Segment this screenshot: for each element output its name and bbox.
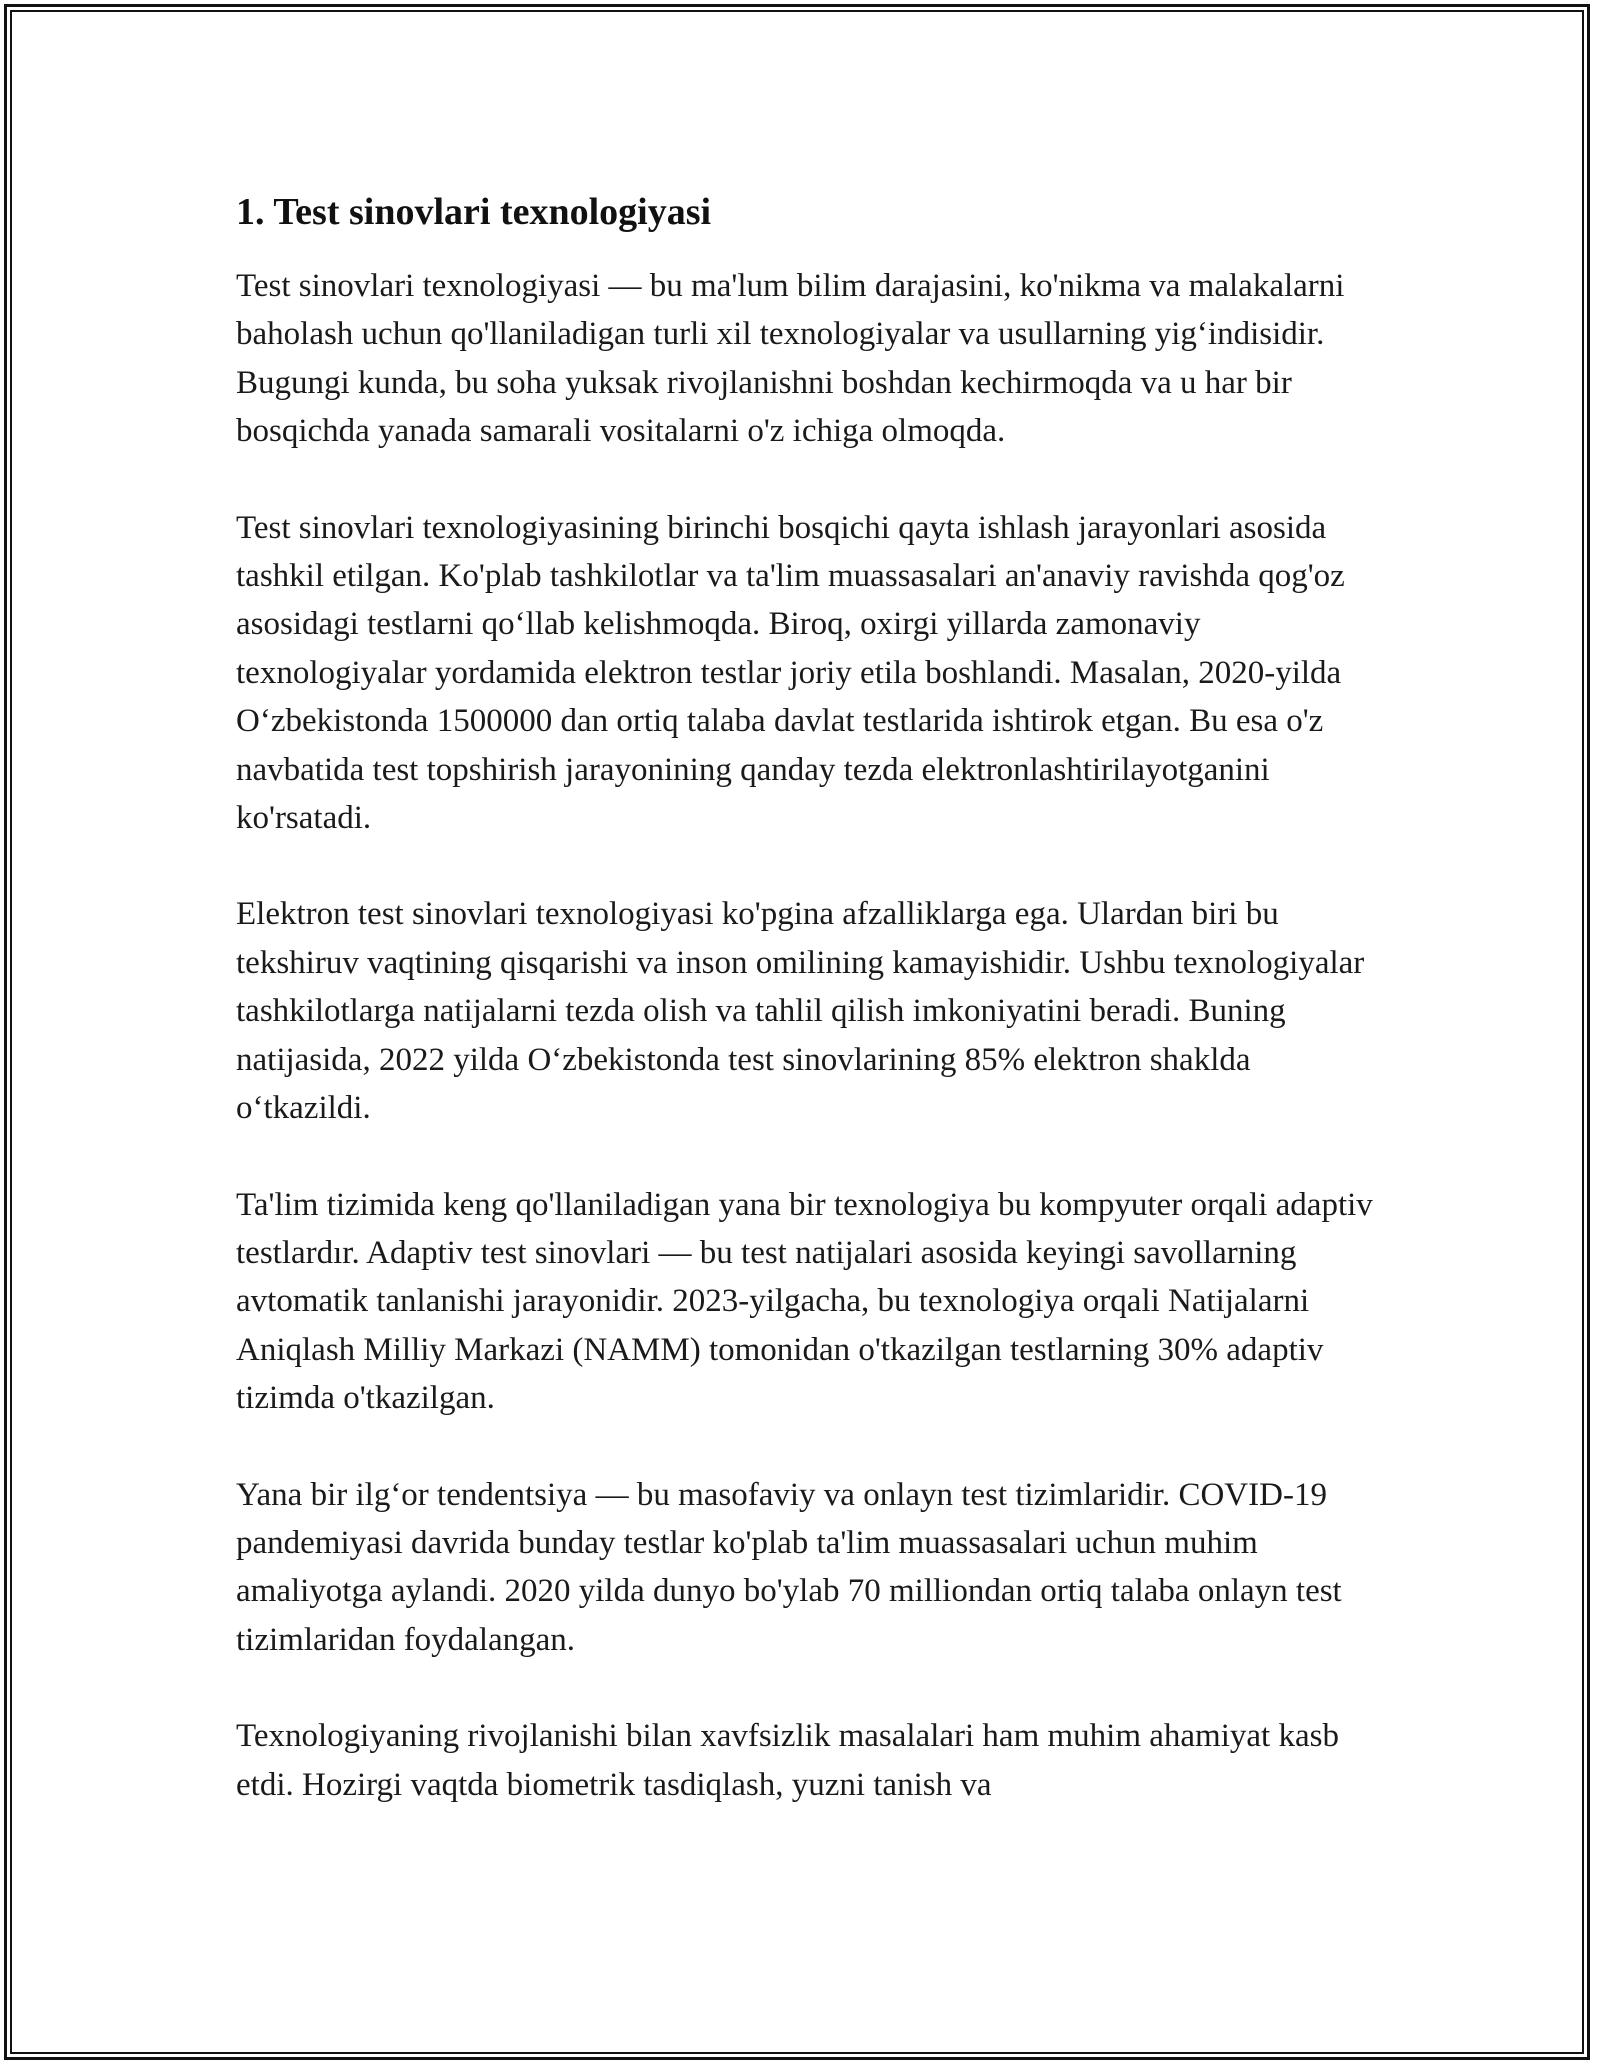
- paragraph-online-tests: Yana bir ilg‘or tendentsiya — bu masofaviy va onlayn test tizimlaridir. COVID-19 pandemiyasi davrida bunday testlar ko'plab ta'lim muassasalari uchun muhim amaliyotga aylandi. 2020 yilda dunyo bo'ylab 70 milliondan ortiq talaba onlayn test tizimlaridan foydalangan.: [236, 1476, 1342, 1658]
- paragraph-intro: Test sinovlari texnologiyasi — bu ma'lum bilim darajasini, ko'nikma va malakalarni baholash uchun qo'llaniladigan turli xil texnologiyalar va usullarning yig‘indisidir. Bugungi kunda, bu soha yuksak rivojlanishni boshdan kechirmoqda va u har bir bosqichda yanada samarali vositalarni o'z ichiga olmoqda.: [236, 268, 1345, 450]
- document-body: [236, 188, 1386, 1857]
- paragraph-adaptive-tests: Ta'lim tizimida keng qo'llaniladigan yana bir texnologiya bu kompyuter orqali adaptiv testlardır. Adaptiv test sinovlari — bu test natijalari asosida keyingi savollarning avtomatik tanlanishi jarayonidir. 2023-yilgacha, bu texnologiya orqali Natijalarni Aniqlash Milliy Markazi (NAMM) tomonidan o'tkazilgan testlarning 30% adaptiv tizimda o'tkazilgan.: [236, 1186, 1373, 1417]
- paragraph-first-stage: Test sinovlari texnologiyasining birinchi bosqichi qayta ishlash jarayonlari asosida tashkil etilgan. Ko'plab tashkilotlar va ta'lim muassasalari an'anaviy ravishda qog'oz asosidagi testlarni qo‘llab kelishmoqda. Biroq, oxirgi yillarda zamonaviy texnologiyalar yordamida elektron testlar joriy etila boshlandi. Masalan, 2020-yilda O‘zbekistonda 1500000 dan ortiq talaba davlat testlarida ishtirok etgan. Bu esa o'z navbatida test topshirish jarayonining qanday tezda elektronlashtirilayotganini ko'rsatadi.: [236, 509, 1345, 837]
- paragraph-electronic-tests: Elektron test sinovlari texnologiyasi ko'pgina afzalliklarga ega. Ulardan biri bu tekshiruv vaqtining qisqarishi va inson omilining kamayishidir. Ushbu texnologiyalar tashkilotlarga natijalarni tezda olish va tahlil qilish imkoniyatini beradi. Buning natijasida, 2022 yilda O‘zbekistonda test sinovlarining 85% elektron shaklda o‘tkazildi.: [236, 896, 1365, 1127]
- paragraph-security: Texnologiyaning rivojlanishi bilan xavfsizlik masalalari ham muhim ahamiyat kasb etdi. Hozirgi vaqtda biometrik tasdiqlash, yuzni tanish va: [236, 1718, 1339, 1803]
- section-heading: 1. Test sinovlari texnologiyasi: [236, 191, 712, 233]
